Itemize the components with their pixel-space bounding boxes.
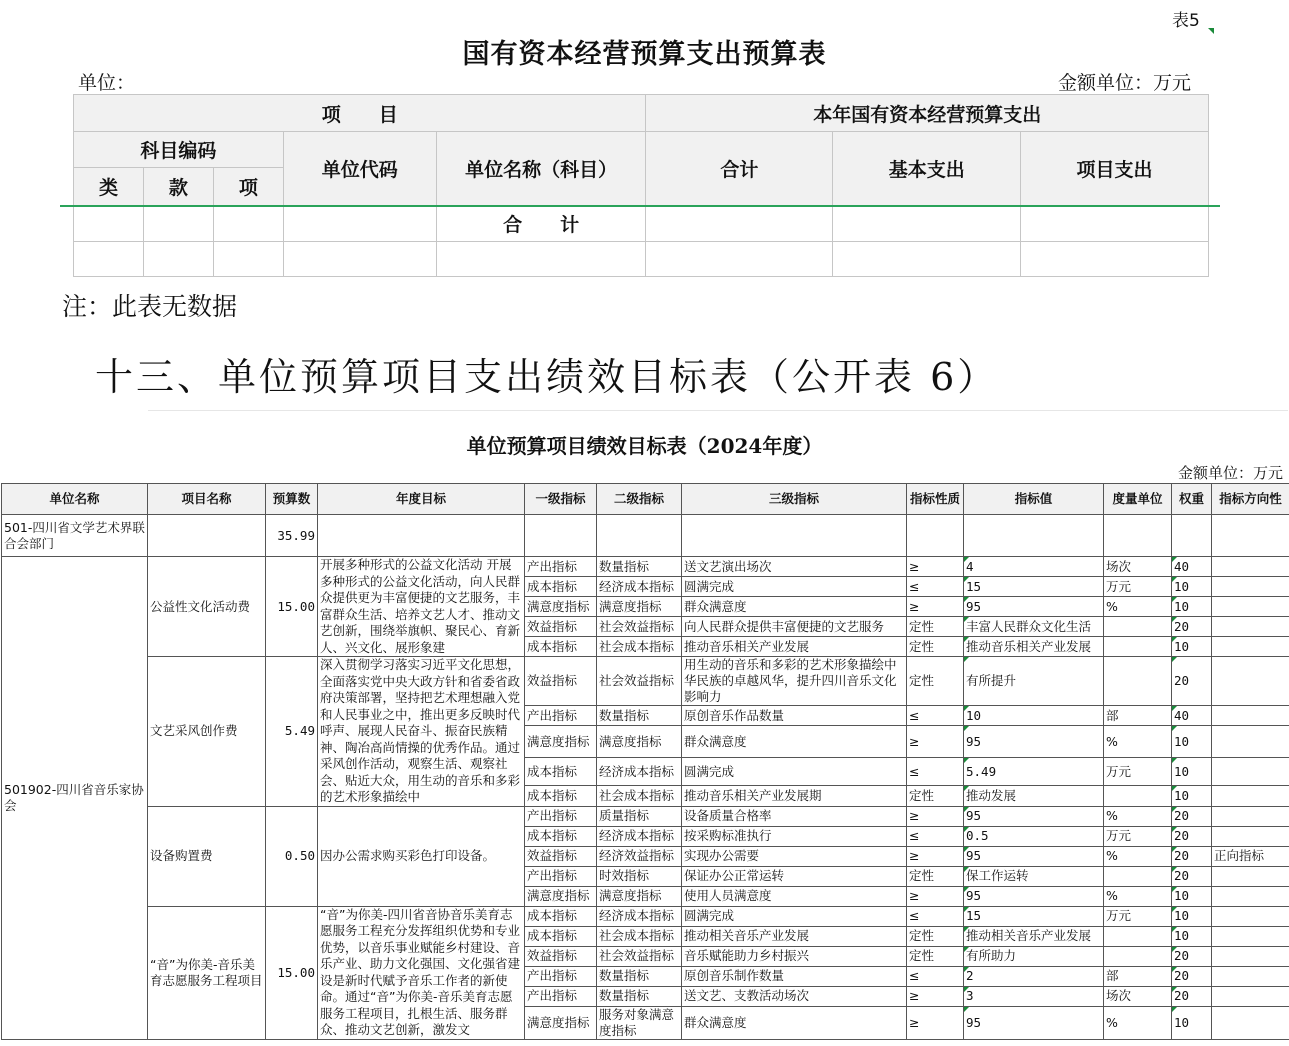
project-name: 公益性文化活动费 (148, 557, 266, 657)
indicator-direction (1212, 706, 1289, 726)
weight: 20 (1172, 806, 1212, 826)
measure-unit (1104, 926, 1172, 946)
level2-indicator: 经济成本指标 (597, 758, 682, 786)
table-row (2, 557, 1289, 577)
indicator-nature: 定性 (907, 866, 964, 886)
measure-unit: % (1104, 846, 1172, 866)
level2-indicator: 社会效益指标 (597, 657, 682, 706)
indicator-value: 推动相关音乐产业发展 (964, 926, 1104, 946)
indicator-value: 3 (964, 986, 1104, 1006)
weight: 20 (1172, 657, 1212, 706)
level1-indicator: 产出指标 (525, 706, 597, 726)
level1-indicator: 效益指标 (525, 617, 597, 637)
indicator-nature: ≥ (907, 986, 964, 1006)
measure-unit (1104, 617, 1172, 637)
level2-indicator: 数量指标 (597, 557, 682, 577)
level1-indicator: 产出指标 (525, 866, 597, 886)
indicator-nature: ≤ (907, 577, 964, 597)
level3-indicator: 推动音乐相关产业发展期 (682, 786, 907, 806)
measure-unit (1104, 637, 1172, 657)
level2-indicator: 经济成本指标 (597, 577, 682, 597)
level3-indicator: 群众满意度 (682, 597, 907, 617)
level1-indicator: 产出指标 (525, 557, 597, 577)
measure-unit: % (1104, 1006, 1172, 1039)
table-row (2, 657, 1289, 706)
unit-label: 单位： (78, 72, 136, 94)
level2-indicator: 经济成本指标 (597, 826, 682, 846)
indicator-value: 2 (964, 966, 1104, 986)
weight: 40 (1172, 557, 1212, 577)
weight: 10 (1172, 597, 1212, 617)
weight: 40 (1172, 706, 1212, 726)
column-header: 单位名称 (2, 484, 148, 515)
level2-indicator: 时效指标 (597, 866, 682, 886)
selection-line (60, 205, 1220, 207)
level3-indicator: 群众满意度 (682, 1006, 907, 1039)
level2-indicator: 经济成本指标 (597, 906, 682, 926)
indicator-value: 95 (964, 1006, 1104, 1039)
indicator-value: 15 (964, 577, 1104, 597)
annual-goal: “音”为你美-四川省音协音乐美育志愿服务工程充分发挥组织优势和专业优势，以音乐事业赋能乡村建设、音乐产业、助力文化强国、文化强省建设是新时代赋予音乐工作者的新使命。通过“音”为你美-音乐美育志愿服务工程项目，扎根生活、服务群众、推动文艺创新，激发文 (318, 906, 525, 1039)
weight: 10 (1172, 1006, 1212, 1039)
table5-title: 国有资本经营预算支出预算表 (462, 39, 827, 70)
header-unit-name: 单位名称（科目） (436, 132, 646, 206)
indicator-value: 推动音乐相关产业发展 (964, 637, 1104, 657)
level1-indicator: 效益指标 (525, 657, 597, 706)
indicator-direction (1212, 806, 1289, 826)
performance-target-table (1, 483, 1289, 1040)
level3-indicator: 群众满意度 (682, 726, 907, 758)
header-basic-expense: 基本支出 (833, 132, 1021, 206)
indicator-direction: 正向指标 (1212, 846, 1289, 866)
level1-indicator: 满意度指标 (525, 597, 597, 617)
indicator-nature: ≤ (907, 906, 964, 926)
table-header-row (2, 484, 1289, 515)
indicator-nature: 定性 (907, 786, 964, 806)
section-title: 十三、单位预算项目支出绩效目标表（公开表 6） (95, 355, 999, 399)
dept-budget: 35.99 (266, 515, 318, 557)
indicator-direction (1212, 886, 1289, 906)
indicator-nature: ≤ (907, 706, 964, 726)
level3-indicator: 保证办公正常运转 (682, 866, 907, 886)
level3-indicator: 设备质量合格率 (682, 806, 907, 826)
money-unit-label: 金额单位：万元 (1057, 72, 1191, 94)
indicator-nature: ≤ (907, 826, 964, 846)
level3-indicator: 音乐赋能助力乡村振兴 (682, 946, 907, 966)
indicator-nature: ≥ (907, 886, 964, 906)
indicator-direction (1212, 866, 1289, 886)
header-item: 项 目 (74, 95, 646, 132)
level3-indicator: 原创音乐制作数量 (682, 966, 907, 986)
level1-indicator: 产出指标 (525, 966, 597, 986)
annual-goal: 深入贯彻学习落实习近平文化思想，全面落实党中央大政方针和省委省政府决策部署，坚持把艺术理想融入党和人民事业之中，推出更多反映时代呼声、展现人民奋斗、振奋民族精神、陶冶高尚情操的优秀作品。通过采风创作活动，观察生活、观察社会、贴近大众，用生动的音乐和多彩的艺术形象描绘中 (318, 657, 525, 807)
level1-indicator: 成本指标 (525, 906, 597, 926)
table-row (2, 806, 1289, 826)
level3-indicator: 用生动的音乐和多彩的艺术形象描绘中华民族的卓越风华，提升四川音乐文化影响力 (682, 657, 907, 706)
weight: 10 (1172, 637, 1212, 657)
column-header: 二级指标 (597, 484, 682, 515)
indicator-value: 95 (964, 726, 1104, 758)
level3-indicator: 圆满完成 (682, 758, 907, 786)
indicator-direction (1212, 1006, 1289, 1039)
level2-indicator: 社会成本指标 (597, 637, 682, 657)
weight: 20 (1172, 966, 1212, 986)
weight: 20 (1172, 946, 1212, 966)
indicator-value: 95 (964, 806, 1104, 826)
weight: 10 (1172, 926, 1212, 946)
indicator-direction (1212, 726, 1289, 758)
level1-indicator: 产出指标 (525, 806, 597, 826)
header-unit-code: 单位代码 (283, 132, 436, 206)
table6-title: 单位预算项目绩效目标表（2024年度） (466, 434, 823, 458)
level3-indicator: 原创音乐作品数量 (682, 706, 907, 726)
measure-unit: 场次 (1104, 557, 1172, 577)
state-capital-budget-table (73, 94, 1209, 277)
header-subject-code: 科目编码 (74, 132, 284, 168)
indicator-nature: ≥ (907, 806, 964, 826)
project-name: 文艺采风创作费 (148, 657, 266, 807)
indicator-value: 95 (964, 597, 1104, 617)
indicator-direction (1212, 946, 1289, 966)
level3-indicator: 送文艺演出场次 (682, 557, 907, 577)
column-header: 指标方向性 (1212, 484, 1289, 515)
indicator-nature: ≥ (907, 1006, 964, 1039)
level2-indicator: 数量指标 (597, 966, 682, 986)
weight: 10 (1172, 786, 1212, 806)
indicator-direction (1212, 786, 1289, 806)
indicator-nature: 定性 (907, 946, 964, 966)
level3-indicator: 使用人员满意度 (682, 886, 907, 906)
level2-indicator: 质量指标 (597, 806, 682, 826)
level1-indicator: 成本指标 (525, 826, 597, 846)
measure-unit: 万元 (1104, 906, 1172, 926)
column-header: 指标值 (964, 484, 1104, 515)
dept-name: 501-四川省文学艺术界联合会部门 (2, 515, 148, 557)
level2-indicator: 社会效益指标 (597, 946, 682, 966)
header-kuan: 款 (143, 168, 213, 206)
weight: 20 (1172, 617, 1212, 637)
measure-unit: 万元 (1104, 758, 1172, 786)
indicator-nature: ≤ (907, 966, 964, 986)
weight: 10 (1172, 906, 1212, 926)
level2-indicator: 社会成本指标 (597, 786, 682, 806)
indicator-value: 95 (964, 846, 1104, 866)
header-total: 合计 (646, 132, 833, 206)
project-budget: 5.49 (266, 657, 318, 807)
indicator-value: 有所提升 (964, 657, 1104, 706)
unit-name: 501902-四川省音乐家协会 (2, 557, 148, 1040)
divider (148, 410, 1288, 411)
indicator-nature: 定性 (907, 657, 964, 706)
annual-goal: 因办公需求购买彩色打印设备。 (318, 806, 525, 906)
level2-indicator: 满意度指标 (597, 726, 682, 758)
column-header: 三级指标 (682, 484, 907, 515)
indicator-value: 丰富人民群众文化生活 (964, 617, 1104, 637)
column-header: 年度目标 (318, 484, 525, 515)
measure-unit: 万元 (1104, 577, 1172, 597)
measure-unit: % (1104, 806, 1172, 826)
level2-indicator: 数量指标 (597, 986, 682, 1006)
level1-indicator: 满意度指标 (525, 886, 597, 906)
measure-unit: % (1104, 597, 1172, 617)
measure-unit: % (1104, 726, 1172, 758)
level3-indicator: 实现办公需要 (682, 846, 907, 866)
table-row (2, 515, 1289, 557)
level1-indicator: 成本指标 (525, 758, 597, 786)
table-number-label: 表5 (1172, 11, 1200, 31)
indicator-direction (1212, 926, 1289, 946)
weight: 10 (1172, 726, 1212, 758)
indicator-value: 有所助力 (964, 946, 1104, 966)
project-budget: 0.50 (266, 806, 318, 906)
level2-indicator: 满意度指标 (597, 886, 682, 906)
indicator-nature: 定性 (907, 926, 964, 946)
indicator-nature: ≥ (907, 726, 964, 758)
measure-unit (1104, 786, 1172, 806)
level3-indicator: 按采购标准执行 (682, 826, 907, 846)
column-header: 项目名称 (148, 484, 266, 515)
indicator-direction (1212, 577, 1289, 597)
level1-indicator: 成本指标 (525, 926, 597, 946)
level3-indicator: 向人民群众提供丰富便捷的文艺服务 (682, 617, 907, 637)
level2-indicator: 社会成本指标 (597, 926, 682, 946)
measure-unit: 部 (1104, 706, 1172, 726)
indicator-direction (1212, 906, 1289, 926)
level2-indicator: 社会效益指标 (597, 617, 682, 637)
table-row (2, 906, 1289, 926)
annual-goal: 开展多种形式的公益文化活动 开展多种形式的公益文化活动，向人民群众提供更为丰富便捷的文艺服务，丰富群众生活、培养文艺人才、推动文艺创新，围绕举旗帜、聚民心、育新人、兴文化、展形象建 (318, 557, 525, 657)
weight: 20 (1172, 826, 1212, 846)
indicator-value: 10 (964, 706, 1104, 726)
indicator-direction (1212, 826, 1289, 846)
indicator-nature: ≥ (907, 597, 964, 617)
level2-indicator: 服务对象满意度指标 (597, 1006, 682, 1039)
indicator-value: 5.49 (964, 758, 1104, 786)
project-budget: 15.00 (266, 557, 318, 657)
measure-unit (1104, 657, 1172, 706)
level2-indicator: 满意度指标 (597, 597, 682, 617)
weight: 10 (1172, 577, 1212, 597)
project-name: 设备购置费 (148, 806, 266, 906)
weight: 10 (1172, 758, 1212, 786)
weight: 20 (1172, 986, 1212, 1006)
header-xiang: 项 (213, 168, 283, 206)
indicator-nature: ≤ (907, 758, 964, 786)
column-header: 一级指标 (525, 484, 597, 515)
level1-indicator: 效益指标 (525, 946, 597, 966)
measure-unit: 场次 (1104, 986, 1172, 1006)
level1-indicator: 满意度指标 (525, 1006, 597, 1039)
weight: 20 (1172, 866, 1212, 886)
level3-indicator: 送文艺、支教活动场次 (682, 986, 907, 1006)
indicator-value: 15 (964, 906, 1104, 926)
level3-indicator: 推动相关音乐产业发展 (682, 926, 907, 946)
indicator-value: 0.5 (964, 826, 1104, 846)
indicator-nature: 定性 (907, 617, 964, 637)
header-budget: 本年国有资本经营预算支出 (646, 95, 1209, 132)
indicator-direction (1212, 657, 1289, 706)
measure-unit (1104, 946, 1172, 966)
level2-indicator: 经济效益指标 (597, 846, 682, 866)
note-text: 注：此表无数据 (62, 292, 238, 321)
level3-indicator: 推动音乐相关产业发展 (682, 637, 907, 657)
indicator-direction (1212, 966, 1289, 986)
indicator-value: 保工作运转 (964, 866, 1104, 886)
sum-row-label: 合 计 (436, 206, 646, 242)
weight: 10 (1172, 886, 1212, 906)
level3-indicator: 圆满完成 (682, 906, 907, 926)
indicator-value: 推动发展 (964, 786, 1104, 806)
column-header: 度量单位 (1104, 484, 1172, 515)
indicator-nature: ≥ (907, 846, 964, 866)
weight: 20 (1172, 846, 1212, 866)
level1-indicator: 产出指标 (525, 986, 597, 1006)
measure-unit: 万元 (1104, 826, 1172, 846)
header-project-expense: 项目支出 (1021, 132, 1209, 206)
measure-unit (1104, 866, 1172, 886)
project-budget: 15.00 (266, 906, 318, 1039)
project-name: “音”为你美-音乐美育志愿服务工程项目 (148, 906, 266, 1039)
indicator-direction (1212, 557, 1289, 577)
indicator-direction (1212, 637, 1289, 657)
level1-indicator: 成本指标 (525, 577, 597, 597)
column-header: 权重 (1172, 484, 1212, 515)
measure-unit: % (1104, 886, 1172, 906)
indicator-direction (1212, 617, 1289, 637)
indicator-nature: ≥ (907, 557, 964, 577)
header-lei: 类 (74, 168, 144, 206)
measure-unit: 部 (1104, 966, 1172, 986)
level3-indicator: 圆满完成 (682, 577, 907, 597)
column-header: 指标性质 (907, 484, 964, 515)
level1-indicator: 成本指标 (525, 786, 597, 806)
level2-indicator: 数量指标 (597, 706, 682, 726)
indicator-direction (1212, 597, 1289, 617)
indicator-direction (1212, 758, 1289, 786)
level1-indicator: 成本指标 (525, 637, 597, 657)
indicator-value: 95 (964, 886, 1104, 906)
level1-indicator: 效益指标 (525, 846, 597, 866)
indicator-value: 4 (964, 557, 1104, 577)
column-header: 预算数 (266, 484, 318, 515)
table6-money-unit: 金额单位：万元 (1177, 464, 1283, 482)
indicator-direction (1212, 986, 1289, 1006)
indicator-nature: 定性 (907, 637, 964, 657)
level1-indicator: 满意度指标 (525, 726, 597, 758)
